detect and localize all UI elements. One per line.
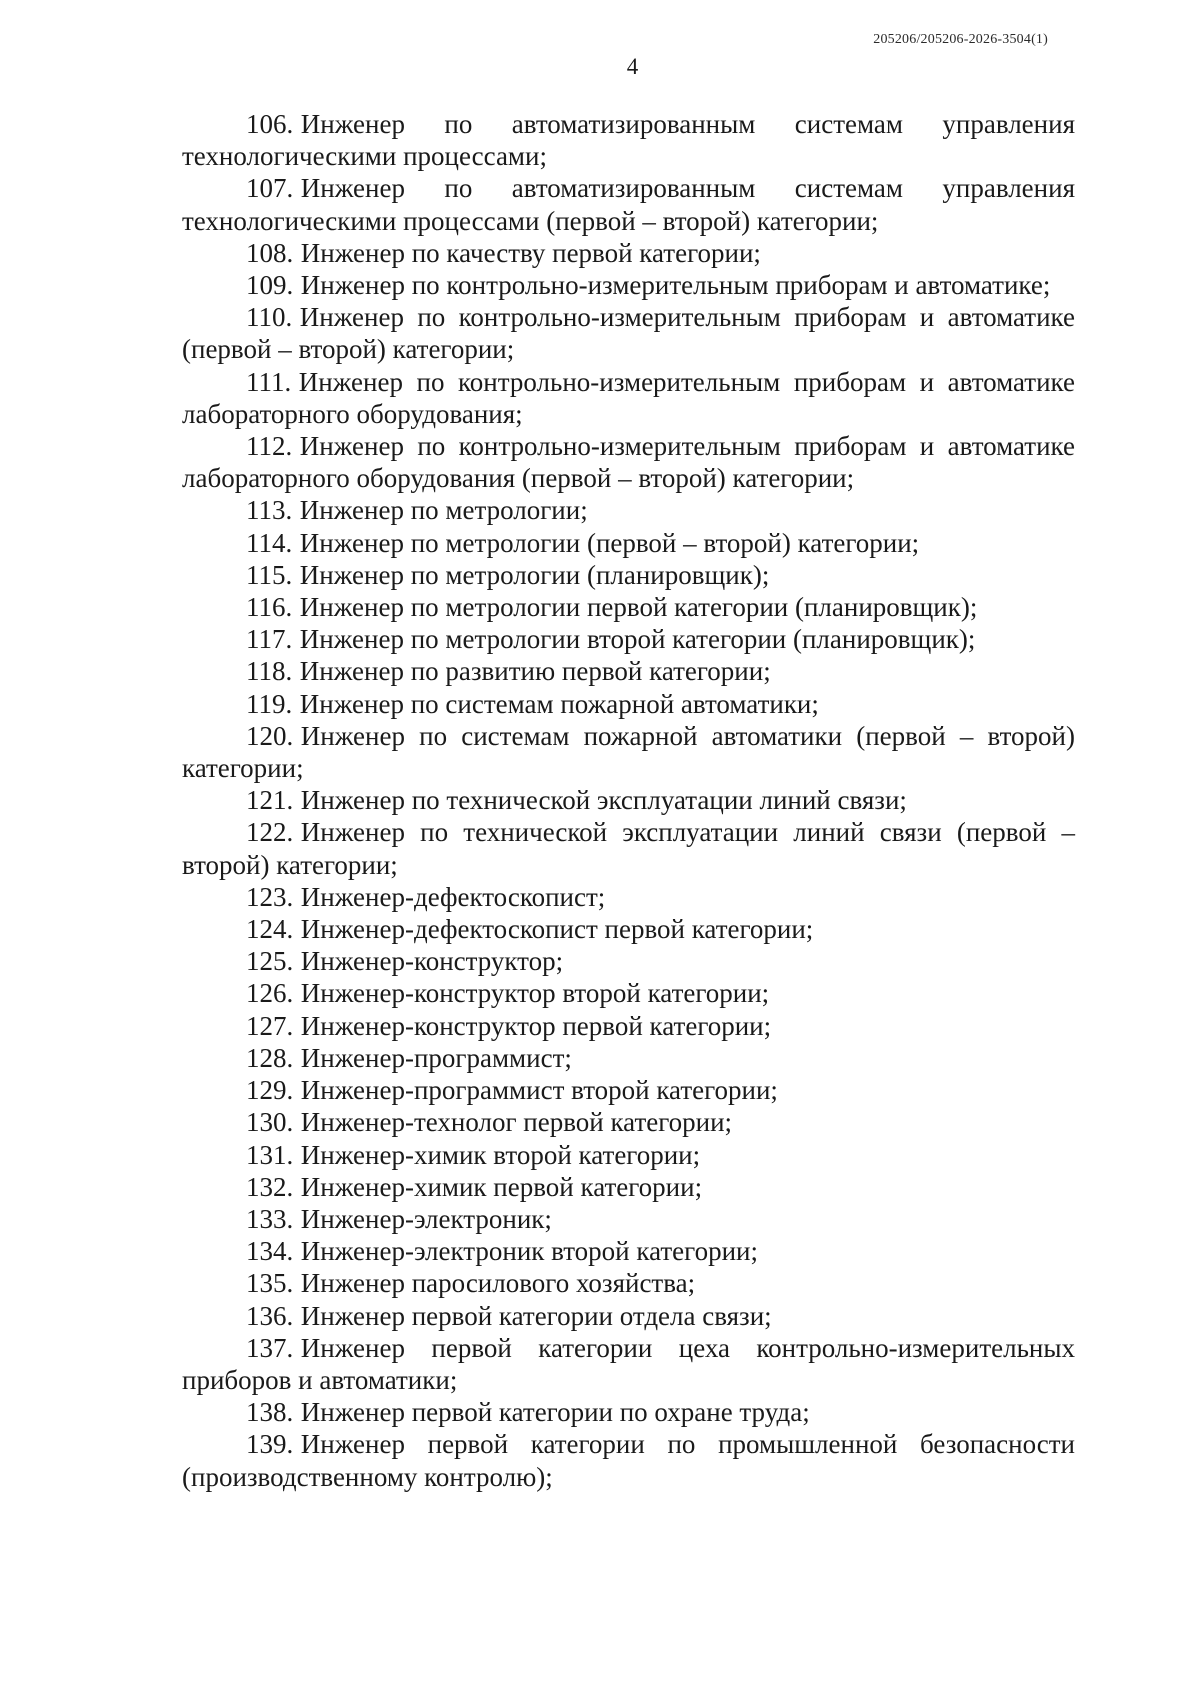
item-text: Инженер по контрольно-измерительным приборам и автоматике (первой – второй) категории; — [182, 302, 1075, 365]
item-number: 131. — [246, 1139, 294, 1170]
item-text: Инженер первой категории отдела связи; — [300, 1300, 772, 1331]
item-text: Инженер по метрологии; — [299, 495, 588, 526]
list-item — [182, 977, 1075, 1009]
list-item — [182, 559, 1075, 591]
list-item — [182, 1106, 1075, 1138]
item-number: 116. — [246, 592, 293, 623]
item-number: 118. — [246, 656, 293, 687]
item-number: 135. — [246, 1268, 294, 1299]
item-number: 114. — [246, 527, 293, 558]
item-number: 132. — [246, 1171, 294, 1202]
item-number: 125. — [246, 946, 294, 977]
list-item — [182, 655, 1075, 687]
list-item — [182, 1332, 1075, 1396]
list-item — [182, 591, 1075, 623]
item-text: Инженер по технической эксплуатации линий связи (первой – второй) категории; — [182, 817, 1075, 880]
item-text: Инженер первой категории цеха контрольно-измерительных приборов и автоматики; — [182, 1332, 1075, 1395]
item-text: Инженер-программист второй категории; — [300, 1075, 778, 1106]
item-number: 107. — [246, 173, 294, 204]
item-text: Инженер-химик первой категории; — [300, 1171, 703, 1202]
item-number: 108. — [246, 237, 294, 268]
item-number: 117. — [246, 624, 293, 655]
item-text: Инженер-электроник; — [300, 1203, 552, 1234]
list-item — [182, 1010, 1075, 1042]
item-text: Инженер по системам пожарной автоматики; — [299, 688, 819, 719]
list-item — [182, 913, 1075, 945]
list-item — [182, 1300, 1075, 1332]
list-item — [182, 237, 1075, 269]
item-number: 120. — [246, 720, 294, 751]
item-text: Инженер по технической эксплуатации линий связи; — [300, 785, 907, 816]
item-text: Инженер по автоматизированным системам управления технологическими процессами (первой – второй) категории; — [182, 173, 1075, 236]
item-number: 110. — [246, 302, 293, 333]
item-text: Инженер по метрологии (первой – второй) категории; — [299, 527, 920, 558]
item-number: 121. — [246, 785, 294, 816]
list-item — [182, 366, 1075, 430]
item-text: Инженер-технолог первой категории; — [300, 1107, 733, 1138]
position-list — [182, 108, 1075, 1493]
item-text: Инженер-конструктор; — [300, 946, 564, 977]
list-item — [182, 494, 1075, 526]
list-item — [182, 1267, 1075, 1299]
item-number: 129. — [246, 1075, 294, 1106]
item-text: Инженер-химик второй категории; — [300, 1139, 701, 1170]
item-text: Инженер по контрольно-измерительным приборам и автоматике; — [300, 270, 1051, 301]
list-item — [182, 1428, 1075, 1492]
document-id: 205206/205206-2026-3504(1) — [873, 32, 1048, 47]
item-text: Инженер по системам пожарной автоматики (первой – второй) категории; — [182, 720, 1075, 784]
list-item — [182, 784, 1075, 816]
list-item — [182, 172, 1075, 236]
list-item — [182, 1042, 1075, 1074]
list-item — [182, 1171, 1075, 1203]
item-text: Инженер-электроник второй категории; — [300, 1236, 758, 1267]
item-number: 112. — [246, 431, 293, 462]
list-item — [182, 527, 1075, 559]
list-item — [182, 269, 1075, 301]
list-item — [182, 1396, 1075, 1428]
list-item — [182, 1235, 1075, 1267]
item-number: 109. — [246, 270, 294, 301]
list-item — [182, 1203, 1075, 1235]
item-text: Инженер по метрологии (планировщик); — [299, 559, 770, 590]
item-number: 138. — [246, 1397, 294, 1428]
item-text: Инженер-конструктор первой категории; — [300, 1010, 772, 1041]
item-number: 113. — [246, 495, 293, 526]
item-number: 119. — [246, 688, 293, 719]
item-text: Инженер паросилового хозяйства; — [300, 1268, 696, 1299]
list-item — [182, 720, 1075, 784]
item-text: Инженер по метрологии второй категории (планировщик); — [299, 624, 976, 655]
item-number: 137. — [246, 1332, 294, 1363]
list-item — [182, 945, 1075, 977]
list-item — [182, 301, 1075, 365]
list-item — [182, 430, 1075, 494]
item-number: 133. — [246, 1203, 294, 1234]
item-text: Инженер-конструктор второй категории; — [300, 978, 770, 1009]
item-number: 111. — [246, 366, 292, 397]
item-number: 128. — [246, 1042, 294, 1073]
list-item — [182, 108, 1075, 172]
item-number: 139. — [246, 1429, 294, 1460]
page-number: 4 — [626, 54, 639, 79]
item-text: Инженер-дефектоскопист первой категории; — [300, 914, 814, 945]
item-number: 130. — [246, 1107, 294, 1138]
list-item — [182, 688, 1075, 720]
item-number: 123. — [246, 881, 294, 912]
item-number: 136. — [246, 1300, 294, 1331]
item-text: Инженер по контрольно-измерительным приборам и автоматике лабораторного оборудования; — [182, 366, 1075, 429]
list-item — [182, 1074, 1075, 1106]
item-text: Инженер по развитию первой категории; — [299, 656, 771, 687]
item-text: Инженер по автоматизированным системам управления технологическими процессами; — [182, 109, 1075, 172]
item-number: 122. — [246, 817, 294, 848]
item-number: 106. — [246, 109, 294, 139]
item-text: Инженер-программист; — [300, 1042, 572, 1073]
list-item — [182, 881, 1075, 913]
item-text: Инженер по качеству первой категории; — [300, 237, 761, 268]
item-text: Инженер первой категории по промышленной безопасности (производственному контролю); — [182, 1429, 1075, 1492]
item-number: 115. — [246, 559, 293, 590]
list-item — [182, 1139, 1075, 1171]
item-text: Инженер-дефектоскопист; — [300, 881, 606, 912]
item-number: 126. — [246, 978, 294, 1009]
item-text: Инженер первой категории по охране труда; — [300, 1397, 810, 1428]
item-number: 124. — [246, 914, 294, 945]
item-text: Инженер по метрологии первой категории (планировщик); — [299, 592, 978, 623]
list-item — [182, 623, 1075, 655]
list-item — [182, 816, 1075, 880]
item-text: Инженер по контрольно-измерительным приборам и автоматике лабораторного оборудования (первой – второй) категории; — [182, 431, 1075, 494]
item-number: 127. — [246, 1010, 294, 1041]
item-number: 134. — [246, 1236, 294, 1267]
